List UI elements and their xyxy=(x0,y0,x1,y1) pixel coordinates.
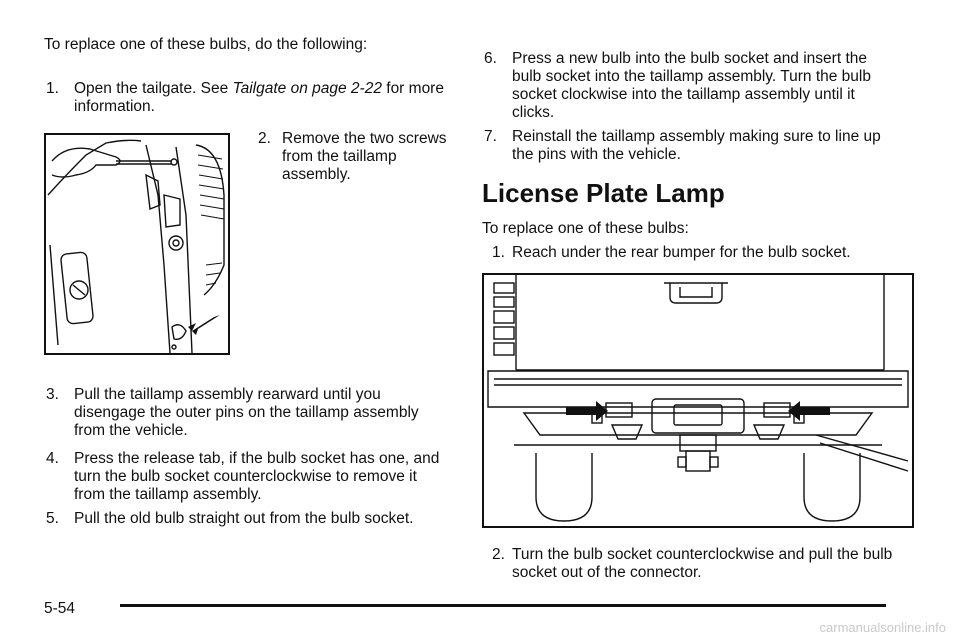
step-number: 2. xyxy=(492,546,505,563)
intro-text: To replace one of these bulbs, do the following: xyxy=(44,36,368,53)
step-number: 5. xyxy=(46,510,59,527)
step-number: 2. xyxy=(258,130,271,147)
step-text: for more information. xyxy=(74,80,444,115)
license-step-1 xyxy=(492,244,912,262)
step-text: Turn the bulb socket counterclockwise and pull the bulb socket out of the connector. xyxy=(512,546,893,581)
step-text: Reach under the rear bumper for the bulb socket. xyxy=(512,244,851,261)
license-step-2 xyxy=(492,546,912,582)
page-number: 5-54 xyxy=(44,600,76,617)
step-text: Press a new bulb into the bulb socket and insert the bulb socket into the taillamp assembly. Turn the bulb socket clockwise into the taillamp assembly until it clicks. xyxy=(512,50,871,121)
step-number: 3. xyxy=(46,386,59,403)
taillamp-drawing xyxy=(46,135,228,353)
footer-rule xyxy=(120,604,886,607)
section-intro: To replace one of these bulbs: xyxy=(482,220,689,237)
step-number: 7. xyxy=(484,128,497,145)
rear-bumper-illustration xyxy=(482,273,914,528)
step-7 xyxy=(484,128,884,164)
step-1 xyxy=(46,80,446,116)
rear-bumper-drawing xyxy=(484,275,912,526)
step-text: Open the tailgate. See xyxy=(74,80,233,97)
step-number: 1. xyxy=(492,244,505,261)
step-text: Press the release tab, if the bulb socket has one, and turn the bulb socket counterclockwise to remove it from the taillamp assembly. xyxy=(74,450,440,503)
step-text: Pull the taillamp assembly rearward until you disengage the outer pins on the taillamp assembly from the vehicle. xyxy=(74,386,419,439)
step-2 xyxy=(258,130,448,184)
step-3 xyxy=(46,386,446,440)
step-text: Pull the old bulb straight out from the bulb socket. xyxy=(74,510,414,527)
step-number: 1. xyxy=(46,80,59,97)
step-4 xyxy=(46,450,446,504)
step-5 xyxy=(46,510,446,528)
step-number: 6. xyxy=(484,50,497,67)
taillamp-illustration xyxy=(44,133,230,355)
step-text: Reinstall the taillamp assembly making sure to line up the pins with the vehicle. xyxy=(512,128,881,163)
section-heading: License Plate Lamp xyxy=(482,178,725,208)
watermark: carmanualsonline.info xyxy=(819,620,946,635)
cross-reference: Tailgate on page 2-22 xyxy=(232,80,382,97)
step-number: 4. xyxy=(46,450,59,467)
step-text: Remove the two screws from the taillamp assembly. xyxy=(282,130,447,183)
step-6 xyxy=(484,50,884,122)
